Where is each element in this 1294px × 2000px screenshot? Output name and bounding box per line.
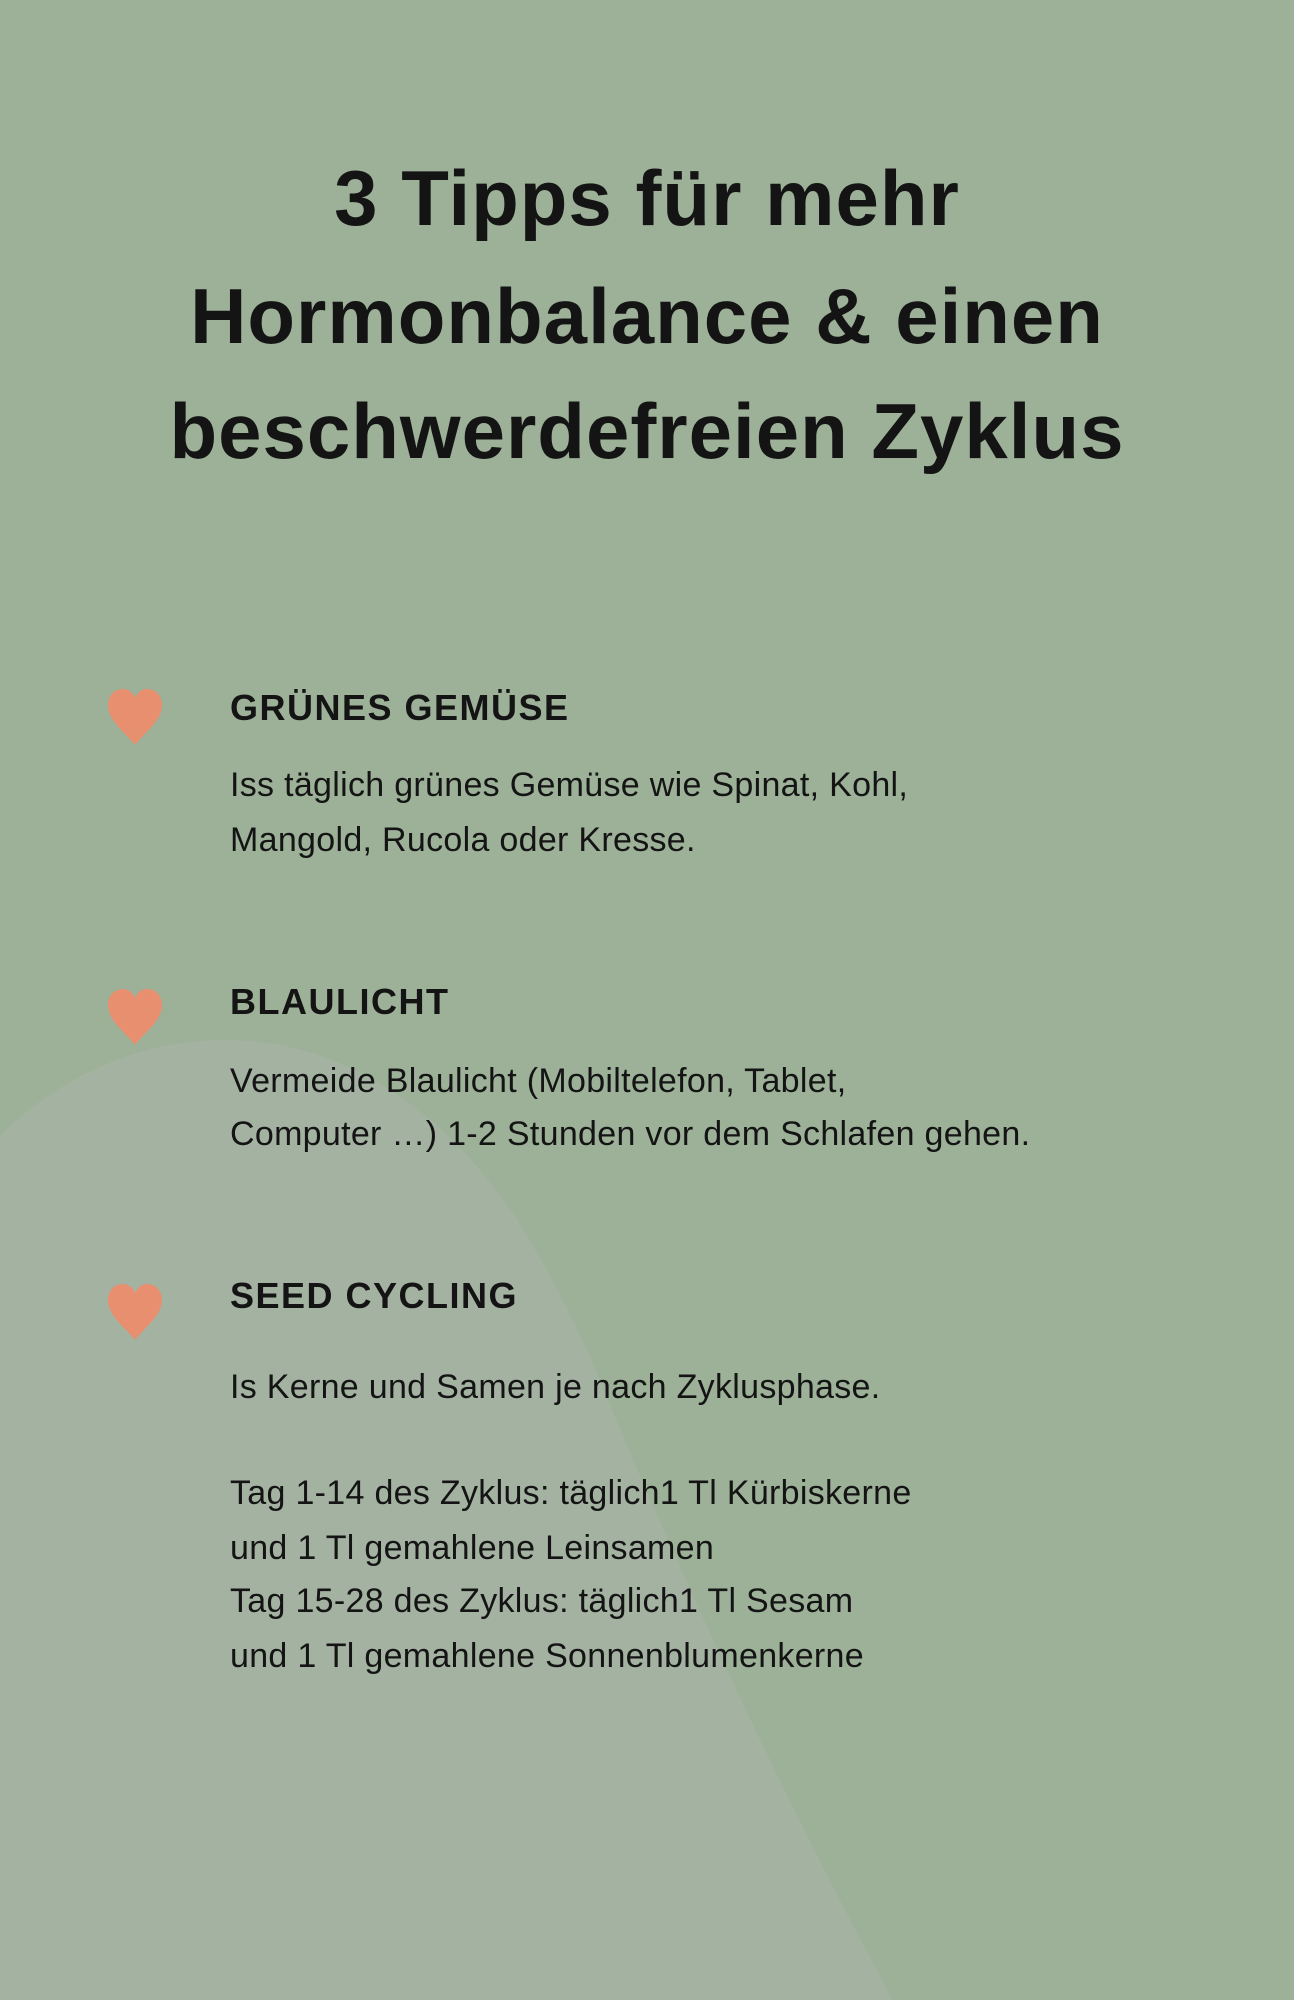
tip-text-line: Iss täglich grünes Gemüse wie Spinat, Kohl, <box>230 766 909 804</box>
tip-heading: GRÜNES GEMÜSE <box>230 687 570 728</box>
heart-icon <box>104 987 166 1047</box>
heart-icon <box>104 1282 166 1342</box>
tip-text-line: und 1 Tl gemahlene Sonnenblumenkerne <box>230 1637 864 1675</box>
tip-text-line: Mangold, Rucola oder Kresse. <box>230 821 696 859</box>
tip-heading: BLAULICHT <box>230 981 450 1022</box>
tip-text-line: Tag 15-28 des Zyklus: täglich1 Tl Sesam <box>230 1582 854 1620</box>
tip-text-line: Vermeide Blaulicht (Mobiltelefon, Tablet, <box>230 1062 847 1100</box>
tip-text-line: Computer …) 1-2 Stunden vor dem Schlafen gehen. <box>230 1115 1031 1153</box>
heart-icon <box>104 687 166 747</box>
tip-heading: SEED CYCLING <box>230 1275 519 1316</box>
title-line-1: 3 Tipps für mehr <box>334 154 960 242</box>
tip-text-line: Tag 1-14 des Zyklus: täglich1 Tl Kürbiskerne <box>230 1474 912 1512</box>
title-line-2: Hormonbalance & einen <box>190 272 1104 360</box>
tip-text-line: und 1 Tl gemahlene Leinsamen <box>230 1529 715 1567</box>
tip-text-line: Is Kerne und Samen je nach Zyklusphase. <box>230 1368 881 1406</box>
title-line-3: beschwerdefreien Zyklus <box>169 387 1125 475</box>
